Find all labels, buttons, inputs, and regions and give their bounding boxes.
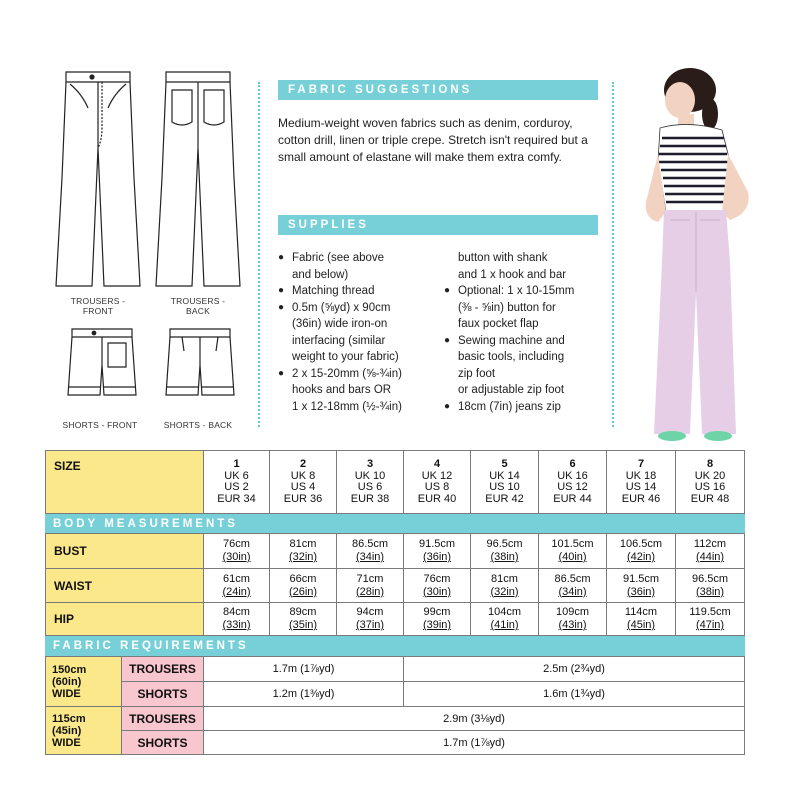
size-col-7: 7 UK 18 US 14 EUR 46 — [607, 451, 676, 514]
list-item: button with shank — [458, 252, 548, 264]
list-item: ● Sewing machine and — [444, 333, 610, 350]
size-label: SIZE — [46, 451, 204, 514]
supplies-list-right — [444, 250, 610, 415]
table-cell: 81cm (32in) — [471, 569, 539, 603]
supplies-heading: SUPPLIES — [278, 215, 598, 235]
size-col-4: 4 UK 12 US 8 EUR 40 — [404, 451, 471, 514]
table-cell: 109cm (43in) — [539, 603, 607, 636]
table-cell: 1.2m (1⅜yd) — [204, 682, 404, 707]
size-header-row — [45, 450, 745, 514]
list-item: hooks and bars OR — [292, 384, 392, 396]
size-col-5: 5 UK 14 US 10 EUR 42 — [471, 451, 539, 514]
list-item: ● 0.5m (⅝yd) x 90cm — [278, 300, 448, 317]
size-col-2: 2 UK 8 US 4 EUR 36 — [270, 451, 337, 514]
trousers-back-sketch — [152, 68, 244, 290]
fabric-suggestions-heading: FABRIC SUGGESTIONS — [278, 80, 598, 100]
trousers-back-caption: TROUSERS - BACK — [170, 296, 226, 316]
table-cell: 91.5cm (36in) — [607, 569, 676, 603]
list-item: ● 18cm (7in) jeans zip — [444, 399, 610, 416]
trousers-front-caption: TROUSERS - FRONT — [70, 296, 126, 316]
row-label: WAIST — [46, 569, 204, 603]
shorts-front-caption: SHORTS - FRONT — [62, 420, 138, 430]
shorts-back-caption: SHORTS - BACK — [163, 420, 233, 430]
table-cell: 101.5cm (40in) — [539, 534, 607, 569]
row-label: HIP — [46, 603, 204, 636]
table-cell: 2.9m (3⅛yd) — [204, 707, 745, 731]
table-cell: 104cm (41in) — [471, 603, 539, 636]
table-cell: 96.5cm (38in) — [471, 534, 539, 569]
list-item: zip foot — [458, 367, 496, 380]
size-col-8: 8 UK 20 US 16 EUR 48 — [676, 451, 745, 514]
table-cell: 1.7m (1⅞yd) — [204, 731, 745, 755]
list-item: ● Fabric (see above — [278, 250, 448, 267]
divider-left — [258, 82, 260, 427]
row-label: BUST — [46, 534, 204, 569]
body-measurements-heading: BODY MEASUREMENTS — [45, 514, 745, 534]
list-item: (⅜ - ⅝in) button for — [458, 301, 556, 314]
table-cell: 81cm (32in) — [270, 534, 337, 569]
size-col-6: 6 UK 16 US 12 EUR 44 — [539, 451, 607, 514]
size-chart-table — [45, 450, 745, 755]
table-cell: 61cm (24in) — [204, 569, 270, 603]
table-cell: 114cm (45in) — [607, 603, 676, 636]
table-cell: 71cm (28in) — [337, 569, 404, 603]
width-label-115: 115cm (45in) WIDE — [46, 707, 122, 755]
fabric-115-block — [45, 707, 745, 755]
model-photo — [618, 62, 768, 442]
table-cell: 99cm (39in) — [404, 603, 471, 636]
table-cell: 91.5cm (36in) — [404, 534, 471, 569]
table-cell: 112cm (44in) — [676, 534, 745, 569]
supplies-list-left — [278, 250, 448, 415]
table-row-hip — [45, 603, 745, 636]
trousers-label: TROUSERS — [122, 657, 204, 682]
table-cell: 94cm (37in) — [337, 603, 404, 636]
list-item: ● Matching thread — [278, 283, 448, 300]
size-col-1: 1 UK 6 US 2 EUR 34 — [204, 451, 270, 514]
table-cell: 86.5cm (34in) — [337, 534, 404, 569]
fabric-150-block — [45, 657, 745, 707]
table-cell: 1.6m (1¾yd) — [404, 682, 745, 707]
list-item: and below) — [292, 268, 349, 281]
table-cell: 86.5cm (34in) — [539, 569, 607, 603]
shorts-label: SHORTS — [122, 731, 204, 755]
list-item: interfacing (similar — [292, 334, 386, 347]
trousers-label: TROUSERS — [122, 707, 204, 731]
table-cell: 76cm (30in) — [204, 534, 270, 569]
table-cell: 106.5cm (42in) — [607, 534, 676, 569]
list-item: faux pocket flap — [458, 318, 539, 330]
list-item: 1 x 12-18mm (½-¾in) — [292, 400, 402, 413]
list-item: (36in) wide iron-on — [292, 318, 388, 330]
width-label-150: 150cm (60in) WIDE — [46, 657, 122, 707]
table-cell: 96.5cm (38in) — [676, 569, 745, 603]
list-item: weight to your fabric) — [292, 351, 399, 363]
trousers-front-sketch — [52, 68, 144, 290]
table-cell: 89cm (35in) — [270, 603, 337, 636]
shorts-label: SHORTS — [122, 682, 204, 707]
list-item: ● Optional: 1 x 10-15mm — [444, 283, 610, 300]
list-item: and 1 x hook and bar — [458, 268, 567, 281]
table-row-bust — [45, 534, 745, 569]
table-cell: 119.5cm (47in) — [676, 603, 745, 636]
list-item: basic tools, including — [458, 351, 565, 363]
list-item: ● 2 x 15-20mm (⅝-¾in) — [278, 366, 448, 383]
table-cell: 1.7m (1⅞yd) — [204, 657, 404, 682]
table-cell: 2.5m (2¾yd) — [404, 657, 745, 682]
shorts-front-sketch — [60, 325, 144, 411]
table-cell: 84cm (33in) — [204, 603, 270, 636]
shorts-back-sketch — [158, 325, 242, 411]
table-cell: 66cm (26in) — [270, 569, 337, 603]
size-col-3: 3 UK 10 US 6 EUR 38 — [337, 451, 404, 514]
fabric-suggestions-text: Medium-weight woven fabrics such as denim, corduroy, cotton drill, linen or triple crepe. Stretch isn't required but a small amount of elastane will make them extra comfy. — [278, 116, 588, 164]
divider-right — [612, 82, 614, 427]
table-cell: 76cm (30in) — [404, 569, 471, 603]
list-item: or adjustable zip foot — [458, 384, 565, 396]
table-row-waist — [45, 569, 745, 603]
fabric-requirements-heading: FABRIC REQUIREMENTS — [45, 636, 745, 657]
